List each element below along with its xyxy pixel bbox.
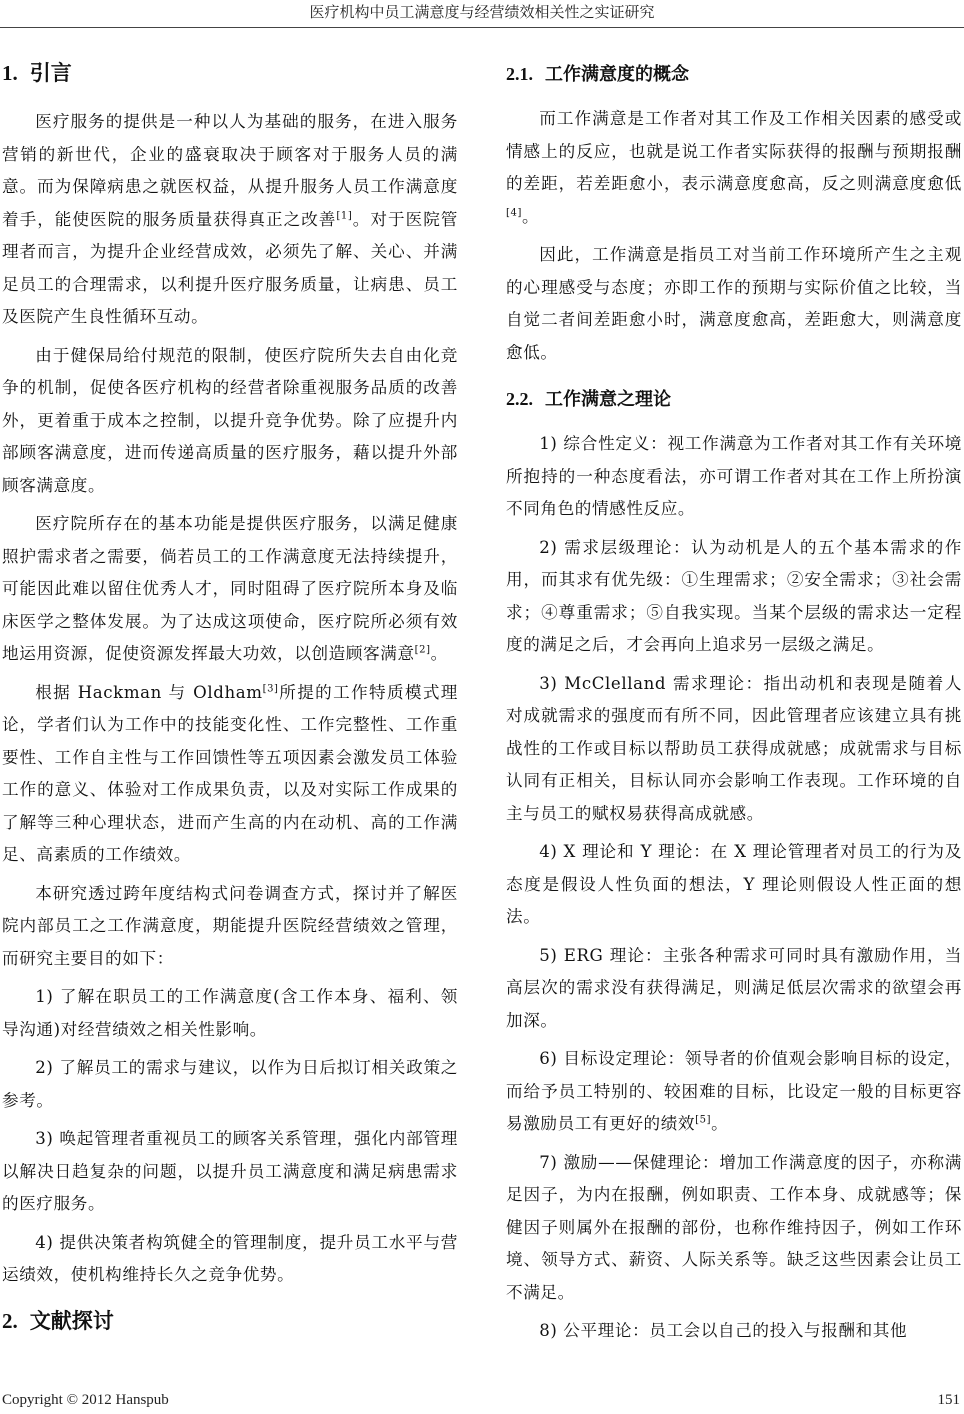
header-rule <box>0 27 964 28</box>
subsection-heading-theory <box>506 385 962 414</box>
section-number: 2. <box>2 1308 18 1333</box>
list-item <box>506 1043 962 1141</box>
list-item <box>506 836 962 934</box>
paragraph <box>2 508 458 671</box>
right-column <box>506 52 962 1354</box>
subsection-number: 2.2. <box>506 389 533 409</box>
paragraph-text-after: 所提的工作特质模式理论，学者们认为工作中的技能变化性、工作完整性、工作重要性、工作自主性与工作回馈性等五项因素会激发员工体验工作的意义、体验对工作成果负责，以及对实际工作成果的了解等三种心理状态，进而产生高的内在动机、高的工作满足、高素质的工作绩效。 <box>2 682 458 864</box>
list-item-text: 2) 需求层级理论：认为动机是人的五个基本需求的作用，而其求有优先级：①生理需求；②安全需求；③社会需求；④尊重需求；⑤自我实现。当某个层级的需求达一定程度的满足之后，才会再向上追求另一层级之满足。 <box>506 537 962 654</box>
section-title: 引言 <box>29 60 72 85</box>
list-item <box>2 1227 458 1292</box>
list-item-text: 8) 公平理论：员工会以自己的投入与报酬和其他 <box>539 1321 908 1340</box>
list-item-text-after: 。 <box>711 1114 729 1133</box>
list-item <box>506 532 962 662</box>
list-item <box>506 428 962 526</box>
paragraph-text: 根据 Hackman 与 Oldham <box>35 682 263 702</box>
list-item-text: 1) 了解在职员工的工作满意度(含工作本身、福利、领导沟通)对经营绩效之相关性影响。 <box>2 987 458 1039</box>
list-item-text: 4) 提供决策者构筑健全的管理制度，提升员工水平与营运绩效，使机构维持长久之竞争优势。 <box>2 1232 458 1284</box>
running-title: 医疗机构中员工满意度与经营绩效相关性之实证研究 <box>309 3 655 21</box>
paragraph-text: 而工作满意是工作者对其工作及工作相关因素的感受或情感上的反应，也就是说工作者实际获得的报酬与预期报酬的差距，若差距愈小，表示满意度愈高，反之则满意度愈低 <box>506 109 962 193</box>
paragraph <box>2 677 458 872</box>
paragraph-text-after: 。对于医院管理者而言，为提升企业经营成效，必须先了解、关心、并满足员工的合理需求，以利提升医疗服务质量，让病患、员工及医院产生良性循环互动。 <box>2 209 458 326</box>
section-number: 1. <box>2 61 18 85</box>
paragraph-text: 因此，工作满意是指员工对当前工作环境所产生之主观的心理感受与态度；亦即工作的预期与实际价值之比较，当自觉二者间差距愈小时，满意度愈高，差距愈大，则满意度愈低。 <box>506 245 962 362</box>
copyright-notice: Copyright © 2012 Hanspub <box>2 1392 169 1408</box>
paragraph <box>2 878 458 976</box>
section-title: 文献探讨 <box>29 1307 114 1333</box>
list-item <box>506 1147 962 1310</box>
paragraph-text: 由于健保局给付规范的限制，使医疗院所失去自由化竞争的机制，促使各医疗机构的经营者除重视服务品质的改善外，更着重于成本之控制，以提升竞争优势。除了应提升内部顾客满意度，进而传递高质量的医疗服务，藉以提升外部顾客满意度。 <box>2 345 458 495</box>
list-item <box>2 1052 458 1117</box>
section-heading-literature <box>2 1306 458 1336</box>
subsection-title: 工作满意度的概念 <box>545 64 689 85</box>
paragraph-text: 医疗服务的提供是一种以人为基础的服务，在进入服务营销的新世代，企业的盛衰取决于顾客对于服务人员的满意。而为保障病患之就医权益，从提升服务人员工作满意度着手，能使医院的服务质量获得真正之改善 <box>2 112 458 229</box>
left-column <box>2 52 458 1354</box>
list-item-text: 1) 综合性定义：视工作满意为工作者对其工作有关环境所抱持的一种态度看法，亦可谓工作者对其在工作上所扮演不同角色的情感性反应。 <box>506 434 962 518</box>
subsection-number: 2.1. <box>506 64 533 84</box>
list-item-text: 4) X 理论和 Y 理论：在 X 理论管理者对员工的行为及态度是假设人性负面的想法，Y 理论则假设人性正面的想法。 <box>506 842 962 926</box>
citation-ref: [4] <box>506 206 522 218</box>
citation-ref: [5] <box>695 1114 712 1126</box>
list-item <box>2 1123 458 1221</box>
citation-ref: [3] <box>262 682 279 694</box>
list-item-text: 7) 激励——保健理论：增加工作满意度的因子，亦称满足因子，为内在报酬，例如职责、工作本身、成就感等；保健因子则属外在报酬的部份，也称作维持因子，例如工作环境、领导方式、薪资、人际关系等。缺乏这些因素会让员工不满足。 <box>506 1152 962 1302</box>
paragraph <box>2 340 458 503</box>
list-item-text: 2) 了解员工的需求与建议，以作为日后拟订相关政策之参考。 <box>2 1058 458 1110</box>
paragraph-text: 医疗院所存在的基本功能是提供医疗服务，以满足健康照护需求者之需要，倘若员工的工作满意度无法持续提升，可能因此难以留住优秀人才，同时阻碍了医疗院所本身及临床医学之整体发展。为了达成这项使命，医疗院所必须有效地运用资源，促使资源发挥最大功效，以创造顾客满意 <box>2 514 458 663</box>
subsection-title: 工作满意之理论 <box>545 389 671 410</box>
section-heading-introduction <box>2 58 458 88</box>
subsection-heading-concept <box>506 60 962 89</box>
page-number: 151 <box>937 1392 960 1408</box>
paragraph <box>506 103 962 233</box>
paragraph <box>2 106 458 334</box>
paragraph-text-after: 。 <box>430 644 448 663</box>
citation-ref: [2] <box>414 644 431 656</box>
list-item-text: 3) McClelland 需求理论：指出动机和表现是随着人对成就需求的强度而有所不同，因此管理者应该建立具有挑战性的工作或目标以帮助员工获得成就感；成就需求与目标认同有正相关，目标认同亦会影响工作表现。工作环境的自主与员工的赋权易获得高成就感。 <box>506 673 962 823</box>
list-item <box>2 981 458 1046</box>
list-item <box>506 1315 962 1348</box>
running-header <box>0 0 964 30</box>
citation-ref: [1] <box>336 209 353 221</box>
list-item <box>506 940 962 1038</box>
list-item <box>506 668 962 831</box>
paragraph-text-after: 。 <box>521 206 540 226</box>
paragraph <box>506 239 962 369</box>
paragraph-text: 本研究透过跨年度结构式问卷调查方式，探讨并了解医院内部员工之工作满意度，期能提升医院经营绩效之管理，而研究主要目的如下： <box>2 883 458 968</box>
list-item-text: 6) 目标设定理论：领导者的价值观会影响目标的设定，而给予员工特别的、较困难的目标，比设定一般的目标更容易激励员工有更好的绩效 <box>506 1049 962 1133</box>
list-item-text: 5) ERG 理论：主张各种需求可同时具有激励作用，当高层次的需求没有获得满足，则满足低层次需求的欲望会再加深。 <box>506 945 962 1030</box>
list-item-text: 3) 唤起管理者重视员工的顾客关系管理，强化内部管理以解决日趋复杂的问题，以提升员工满意度和满足病患需求的医疗服务。 <box>2 1129 458 1213</box>
page-footer <box>0 1392 964 1414</box>
